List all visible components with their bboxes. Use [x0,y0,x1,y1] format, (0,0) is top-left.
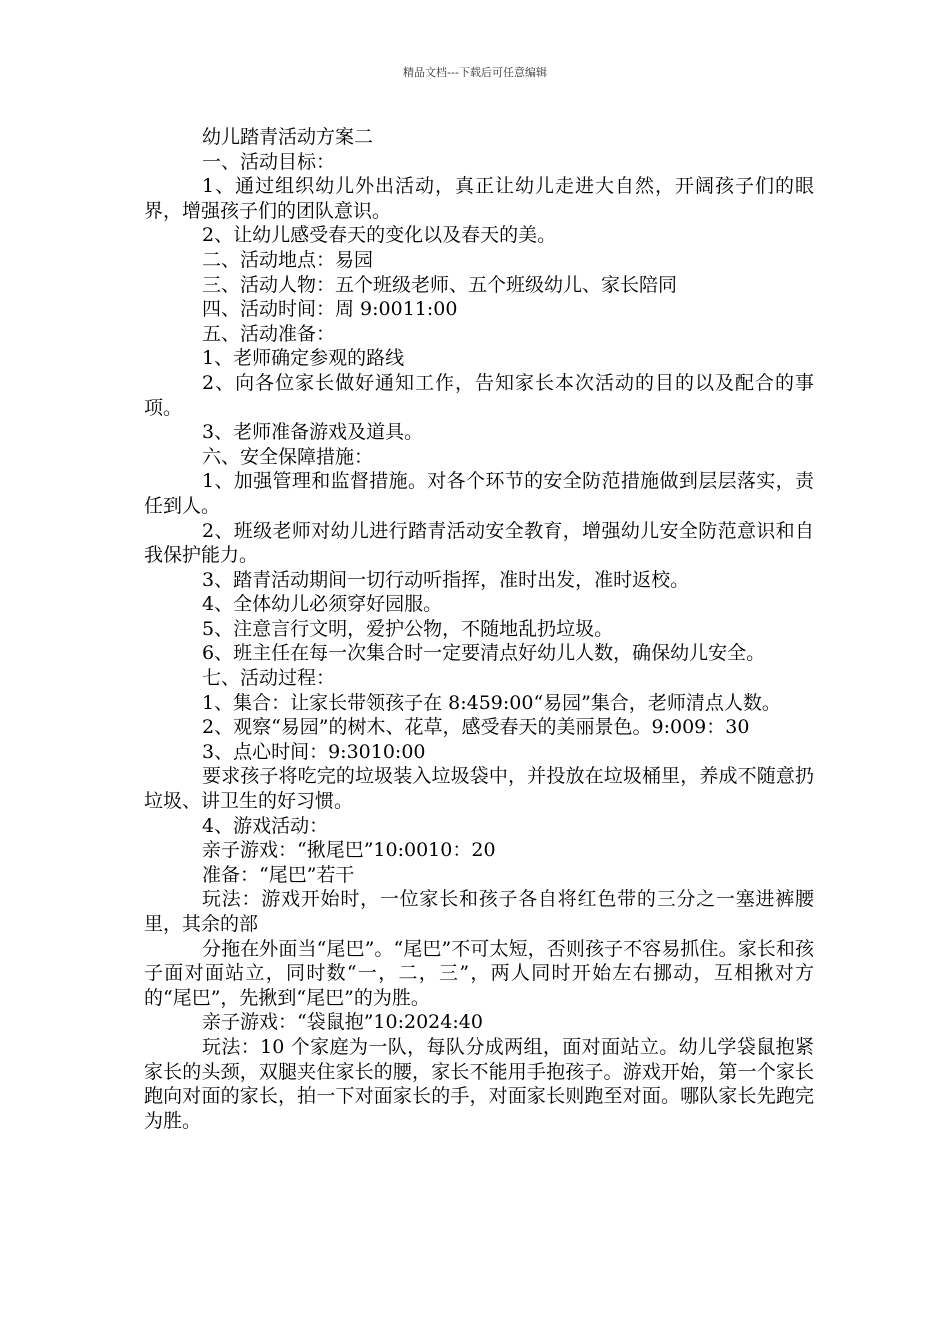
page-header: 精品文档---下载后可任意编辑 [403,66,547,79]
paragraph: 6、班主任在每一次集合时一定要清点好幼儿人数，确保幼儿安全。 [202,642,766,665]
section-heading: 六、安全保障措施： [202,445,374,468]
paragraph: 亲子游戏：“揪尾巴”10:0010：20 [202,839,496,862]
paragraph: 4、游戏活动： [202,814,329,837]
section-heading: 三、活动人物：五个班级老师、五个班级幼儿、家长陪同 [202,273,678,296]
section-heading: 四、活动时间：周 9:0011:00 [202,298,458,321]
paragraph: 1、老师确定参观的路线 [202,347,405,370]
paragraph: 3、老师准备游戏及道具。 [202,421,424,444]
paragraph: 4、全体幼儿必须穿好园服。 [202,593,443,616]
section-heading: 二、活动地点：易园 [202,248,374,271]
paragraph: 玩法：10 个家庭为一队，每队分成两组，面对面站立。幼儿学袋鼠抱紧家长的头颈，双腿夹住家长的腰，家长不能用手抱孩子。游戏开始，第一个家长跑向对面的家长，拍一下对面家长的手，对面家长则跑至对面。哪队家长先跑完为胜。 [144,1035,814,1132]
document-body [144,125,814,1133]
paragraph: 准备：“尾巴”若干 [202,863,355,886]
paragraph: 1、集合：让家长带领孩子在 8:459:00“易园”集合，老师清点人数。 [202,691,781,714]
paragraph: 1、通过组织幼儿外出活动，真正让幼儿走进大自然，开阔孩子们的眼界，增强孩子们的团队意识。 [144,175,814,222]
paragraph: 3、点心时间：9:3010:00 [202,740,426,763]
paragraph: 2、观察“易园”的树木、花草，感受春天的美丽景色。9:009：30 [202,716,750,739]
section-heading: 一、活动目标： [202,150,336,173]
paragraph: 2、向各位家长做好通知工作，告知家长本次活动的目的以及配合的事项。 [144,371,814,419]
paragraph: 1、加强管理和监督措施。对各个环节的安全防范措施做到层层落实，责任到人。 [144,470,814,517]
paragraph: 2、班级老师对幼儿进行踏青活动安全教育，增强幼儿安全防范意识和自我保护能力。 [144,519,814,567]
section-heading: 七、活动过程： [202,667,336,690]
document-title: 幼儿踏青活动方案二 [202,126,374,148]
paragraph: 5、注意言行文明，爱护公物，不随地乱扔垃圾。 [202,617,614,640]
paragraph: 要求孩子将吃完的垃圾装入垃圾袋中，并投放在垃圾桶里，养成不随意扔垃圾、讲卫生的好习惯。 [144,765,814,813]
paragraph: 2、让幼儿感受春天的变化以及春天的美。 [202,224,557,247]
paragraph: 玩法：游戏开始时，一位家长和孩子各自将红色带的三分之一塞进裤腰里，其余的部 [144,888,814,935]
section-heading: 五、活动准备： [202,322,336,345]
paragraph: 分拖在外面当“尾巴”。“尾巴”不可太短，否则孩子不容易抓住。家长和孩子面对面站立，同时数“一，二，三”，两人同时开始左右挪动，互相揪对方的“尾巴”，先揪到“尾巴”的为胜。 [144,937,814,1009]
paragraph: 3、踏青活动期间一切行动听指挥，准时出发，准时返校。 [202,568,690,591]
paragraph: 亲子游戏：“袋鼠抱”10:2024:40 [202,1011,483,1034]
